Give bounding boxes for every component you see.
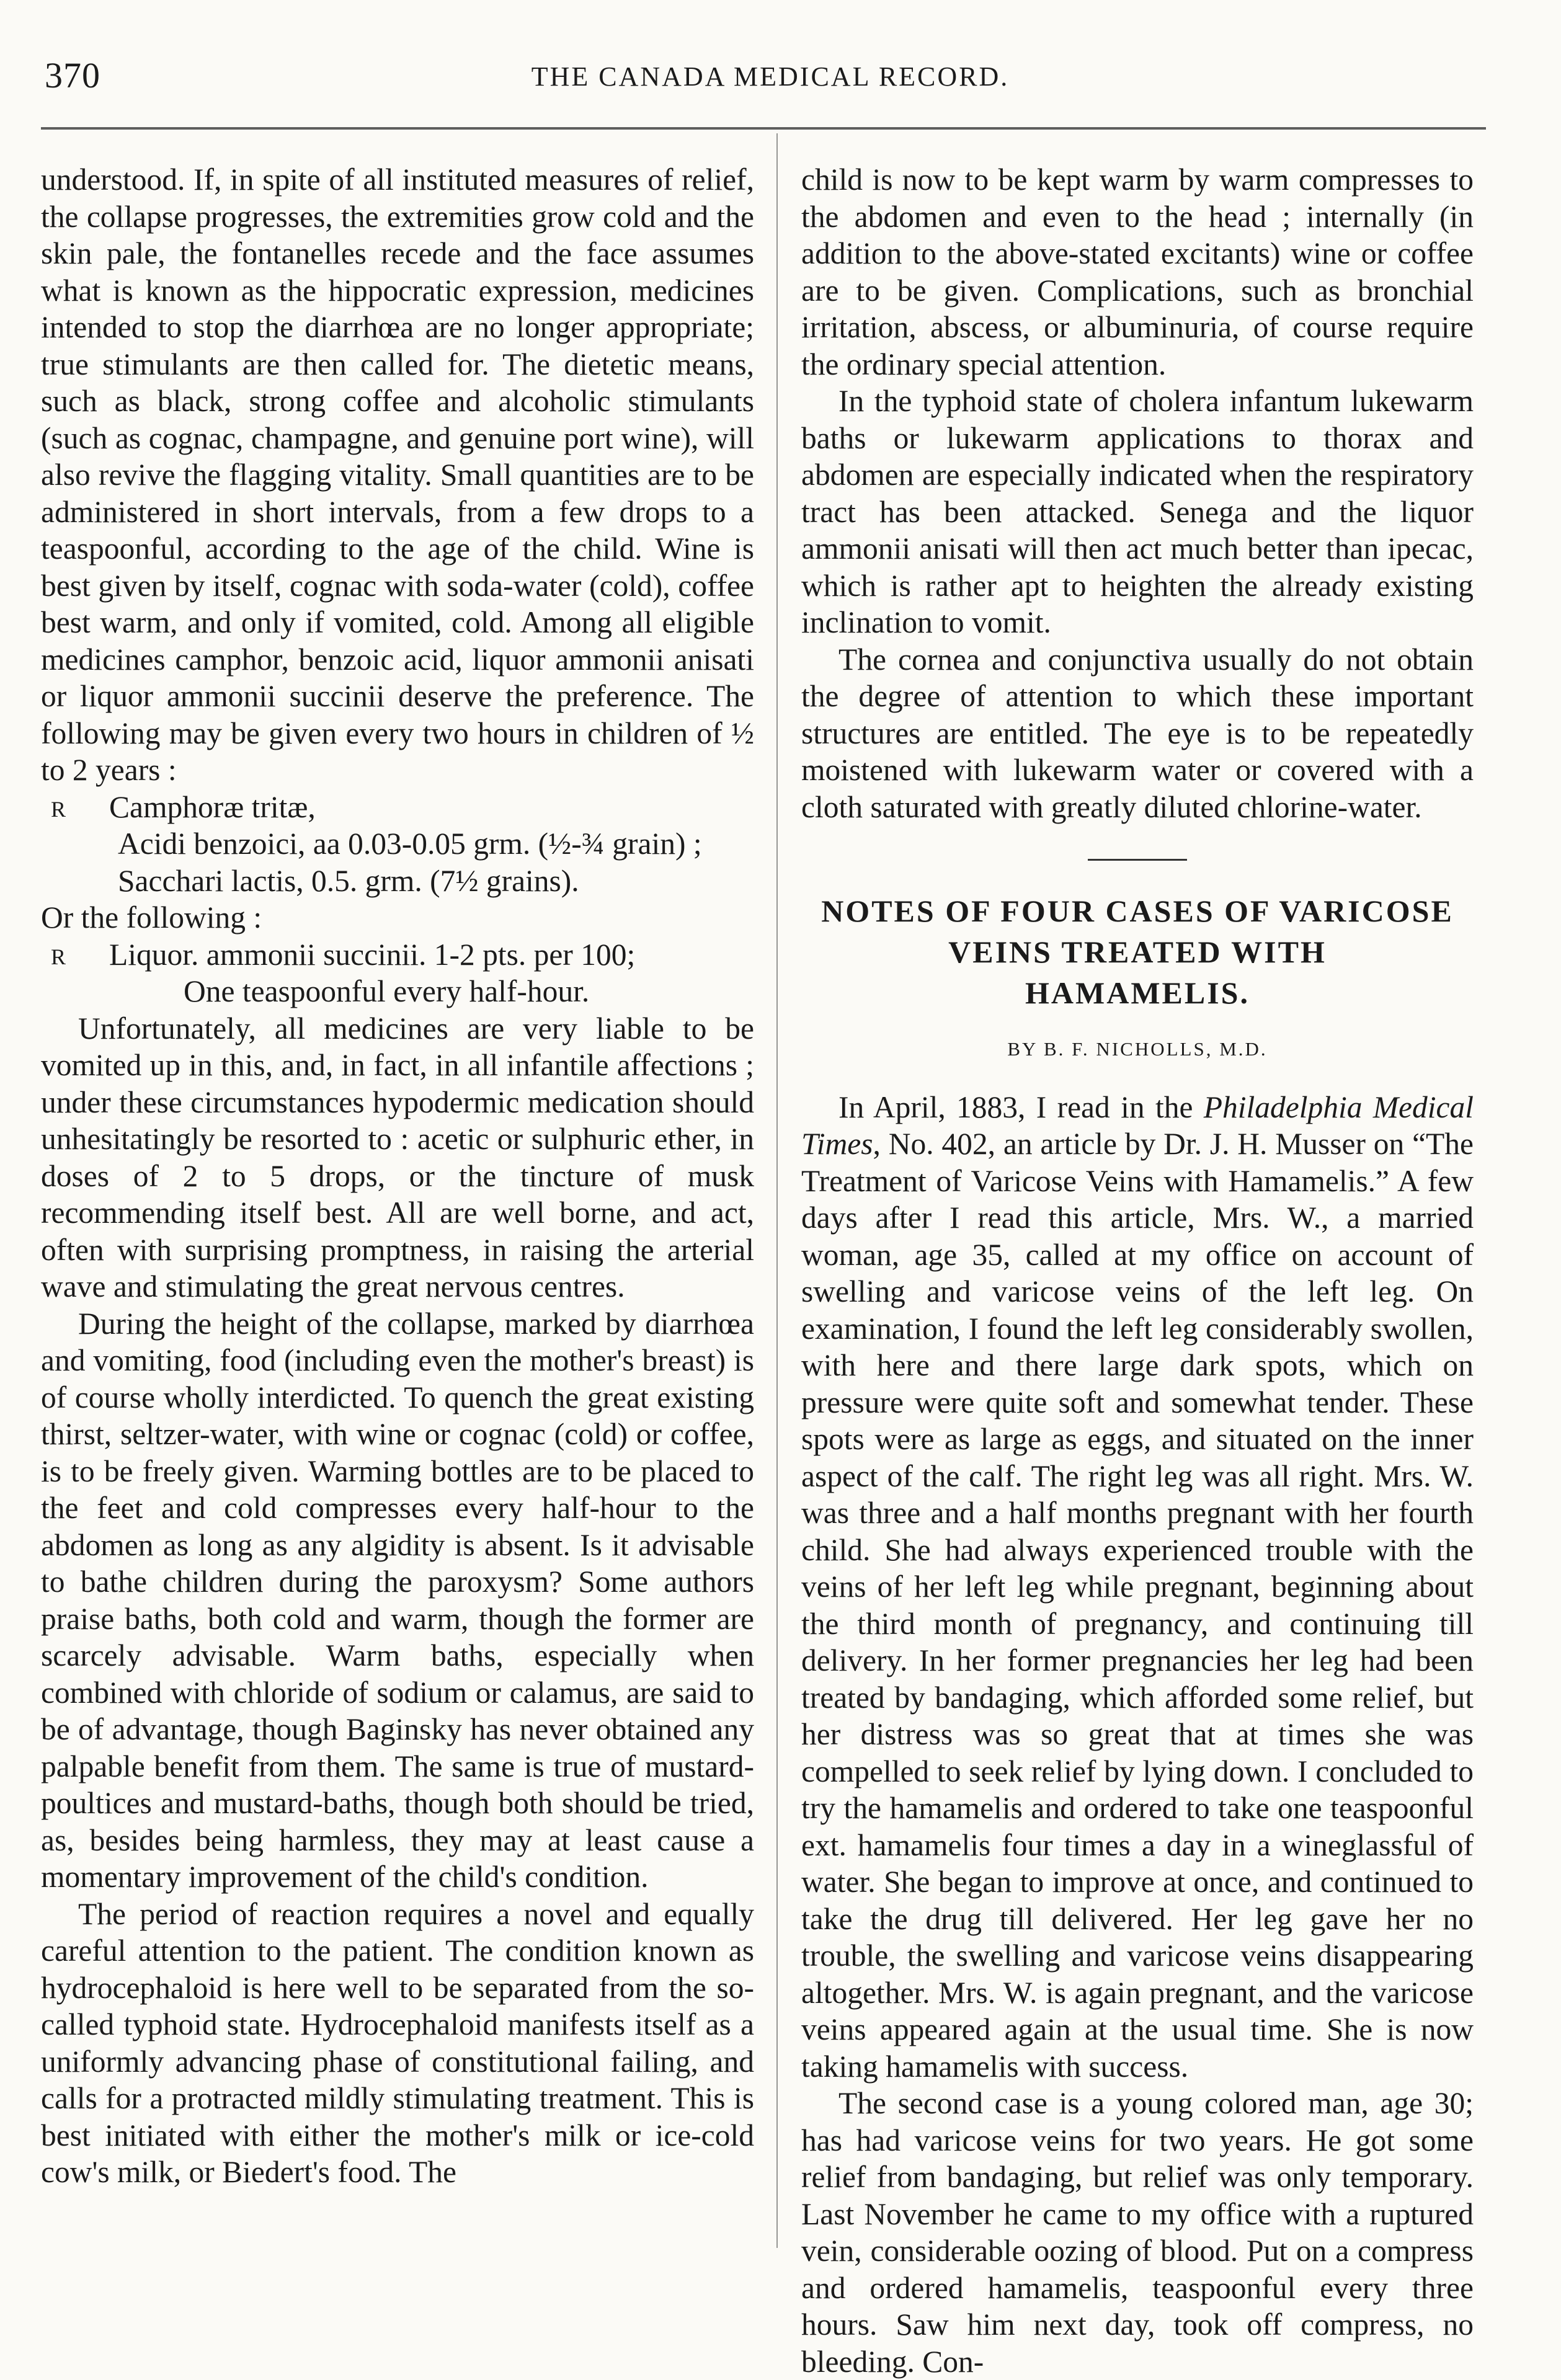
article-title-line: NOTES OF FOUR CASES OF VARICOSE [821,894,1454,928]
paragraph: understood. If, in spite of all instituted measures of relief, the collapse progresses, the extremities grow cold and the skin pale, the fontanelles recede and the face assumes what is known as the hippocratic expression, medicines intended to stop the diarrhœa are no longer appropriate; true stimulants are then called for. The dietetic means, such as black, strong coffee and alcoholic stimulants (such as cognac, champagne, and genuine port wine), will also revive the flagging vitality. Small quantities are to be administered in short intervals, from a few drops to a teaspoonful, according to the age of the child. Wine is best given by itself, cognac with soda-water (cold), coffee best warm, and only if vomited, cold. Among all eligible medicines camphor, benzoic acid, liquor ammonii anisati or liquor ammonii succinii deserve the preference. The following may be given every two hours in children of ½ to 2 years : [41,162,754,787]
prescription-line: Camphoræ tritæ, [109,789,316,824]
prescription-line: Acidi benzoici, aa 0.03-0.05 grm. (½-¾ grain) ; [118,827,702,861]
column-divider [776,133,778,2248]
paragraph: During the height of the collapse, marked by diarrhœa and vomiting, food (including even the mother's breast) is of course wholly interdicted. To quench the great existing thirst, seltzer-water, with wine or cognac (cold) or coffee, is to be freely given. Warming bottles are to be placed to the feet and cold compresses every half-hour to the abdomen as long as any algidity is absent. Is it advisable to bathe children during the paroxysm? Some authors praise baths, both cold and warm, though the former are scarcely advisable. Warm baths, especially when combined with chloride of sodium or calamus, are said to be of advantage, though Baginsky has never obtained any palpable benefit from them. The same is true of mustard-poultices and mustard-baths, though both should be tried, as, besides being harmless, they may at least cause a momentary improvement of the child's condition. [41,1306,754,1894]
prescription-2 [41,936,754,1010]
paragraph: child is now to be kept warm by warm compresses to the abdomen and even to the head ; internally (in addition to the above-stated excitants) wine or coffee are to be given. Complications, such as bronchial irritation, abscess, or albuminuria, of course require the ordinary special attention. [801,162,1474,381]
prescription-line: Sacchari lactis, 0.5. grm. (7½ grains). [118,863,579,898]
right-column [801,161,1474,2380]
paragraph: The second case is a young colored man, age 30; has had varicose veins for two years. He got some relief from bandaging, but relief was only temporary. Last November he came to my office with a ruptured vein, considerable oozing of blood. Put on a compress and ordered hamamelis, teaspoonful every three hours. Saw him next day, took off compress, no bleeding. Con- [801,2086,1474,2379]
prescription-line: One teaspoonful every half-hour. [184,974,590,1008]
article-title-line: HAMAMELIS. [1025,975,1250,1010]
prescription-line: Liquor. ammonii succinii. 1-2 pts. per 100; [109,937,636,972]
text-run: , No. 402, an article by Dr. J. H. Musser on “The Treatment of Varicose Veins with Hamamelis.” A few days after I read this article, Mrs. W., a married woman, age 35, called at my office on account of swelling and varicose veins of the left leg. On examination, I found the left leg considerably swollen, with here and there large dark spots, which on pressure were quite soft and somewhat tender. These spots were as large as eggs, and situated on the inner aspect of the calf. The right leg was all right. Mrs. W. was three and a half months pregnant with her fourth child. She had always experienced trouble with the veins of her left leg while pregnant, beginning about the third month of pregnancy, and continuing till delivery. In her former pregnancies her leg had been treated by bandaging, which afforded some relief, but her distress was so great that at times she was compelled to seek relief by lying down. I concluded to try the hamamelis and ordered to take one teaspoonful ext. hamamelis four times a day in a wineglassful of water. She began to improve at once, and continued to take the drug till delivered. Her leg gave her no trouble, the swelling and varicose veins disappearing altogether. Mrs. W. is again pregnant, and the varicose veins appeared again at the usual time. She is now taking hamamelis with success. [801,1127,1474,2084]
section-divider [1088,859,1187,861]
paragraph: The period of reaction requires a novel and equally careful attention to the patient. The condition known as hydrocephaloid is here well to be separated from the so-called typhoid state. Hydrocephaloid manifests itself as a uniformly advancing phase of constitutional failing, and calls for a protracted mildly stimulating treatment. This is best initiated with either the mother's milk or ice-cold cow's milk, or Biedert's food. The [41,1896,754,2189]
cited-journal: Philadelphia Medical Times [801,1090,1474,1161]
paragraph [801,1089,1474,2085]
page-header [45,55,1496,104]
paragraph: The cornea and conjunctiva usually do not obtain the degree of attention to which these important structures are entitled. The eye is to be repeatedly moistened with lukewarm water or covered with a cloth saturated with greatly diluted chlorine-water. [801,642,1474,824]
paragraph: Unfortunately, all medicines are very liable to be vomited up in this, and, in fact, in all infantile affections ; under these circumstances hypodermic medication should unhesitatingly be resorted to : acetic or sulphuric ether, in doses of 2 to 5 drops, or the tincture of musk recommending itself best. All are well borne, and act, often with surprising promptness, in raising the arterial wave and stimulating the great nervous centres. [41,1011,754,1303]
article-title-line: VEINS TREATED WITH [948,935,1327,969]
paragraph: In the typhoid state of cholera infantum lukewarm baths or lukewarm applications to thorax and abdomen are especially indicated when the respiratory tract has been attacked. Senega and the liquor ammonii anisati will then act much better than ipecac, which is rather apt to heighten the already existing inclination to vomit. [801,384,1474,639]
recipe-symbol: R [51,796,66,822]
running-title: THE CANADA MEDICAL RECORD. [531,61,1010,92]
page-number: 370 [45,55,100,95]
prescription-1 [41,789,754,900]
byline: BY B. F. NICHOLLS, M.D. [1007,1038,1268,1060]
paragraph: Or the following : [41,900,262,935]
text-run: In April, 1883, I read in the [838,1090,1204,1124]
header-rule [41,127,1486,130]
left-column [41,161,754,2191]
recipe-symbol: R [51,944,66,969]
article-title [801,890,1474,1013]
